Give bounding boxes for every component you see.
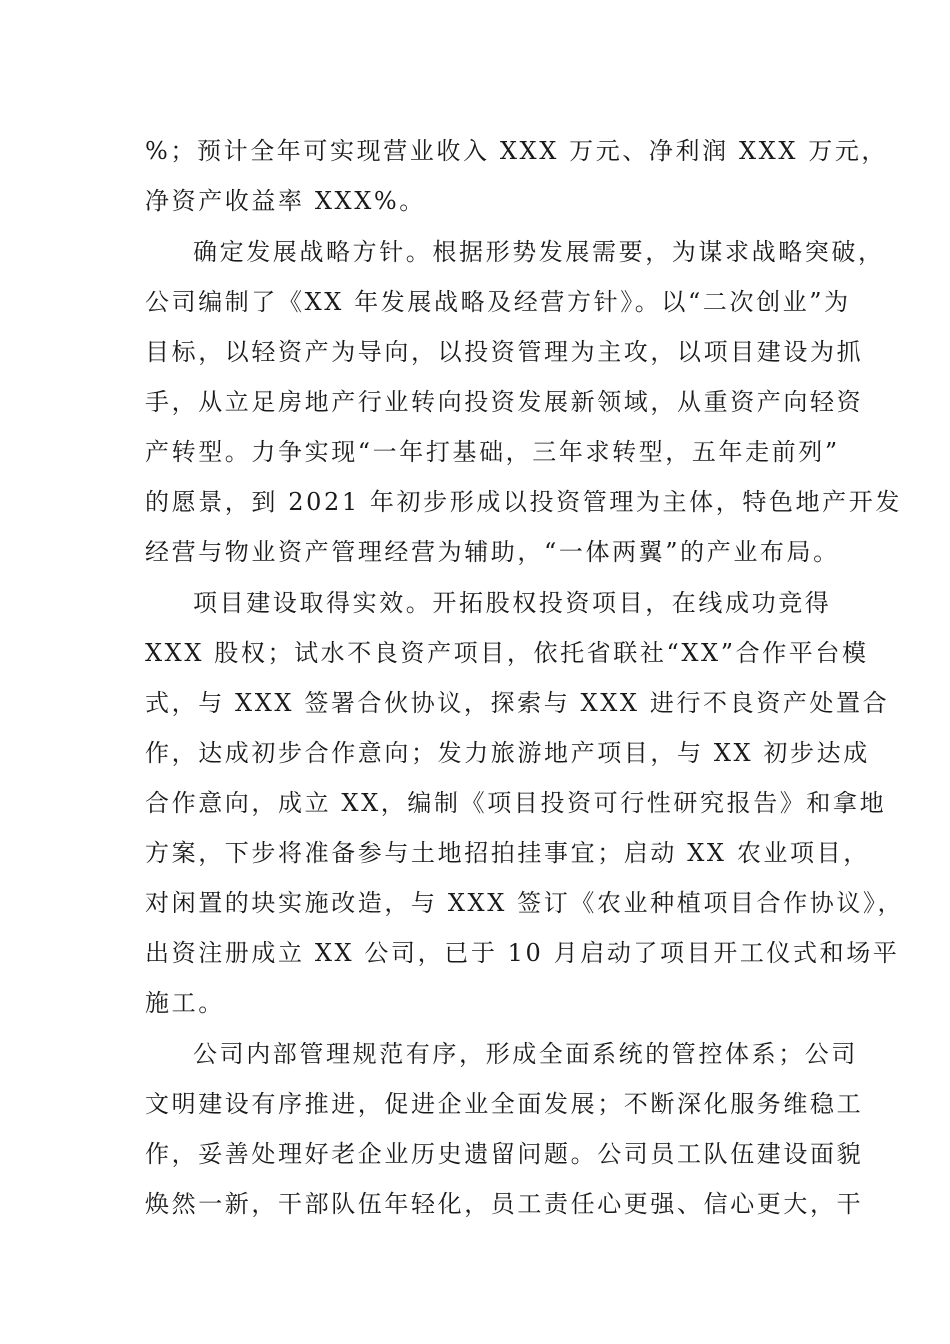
text-line: 确定发展战略方针。根据形势发展需要，为谋求战略突破， (193, 238, 885, 266)
text-line: 的愿景，到 2021 年初步形成以投资管理为主体，特色地产开发 (145, 488, 902, 516)
text-line: 对闲置的块实施改造，与 XXX 签订《农业种植项目合作协议》， (145, 889, 905, 917)
text-line: 手，从立足房地产行业转向投资发展新领域，从重资产向轻资 (145, 388, 864, 416)
text-line: 出资注册成立 XX 公司，已于 10 月启动了项目开工仪式和场平 (145, 939, 900, 967)
text-line: 项目建设取得实效。开拓股权投资项目，在线成功竞得 (193, 589, 832, 617)
text-line: XXX 股权；试水不良资产项目，依托省联社“XX”合作平台模 (145, 639, 869, 667)
text-line: 方案，下步将准备参与土地招拍挂事宜；启动 XX 农业项目， (145, 839, 870, 867)
text-line: 作，达成初步合作意向；发力旅游地产项目，与 XX 初步达成 (145, 739, 870, 767)
text-line: 净资产收益率 XXX%。 (145, 187, 426, 215)
text-line: 目标，以轻资产为导向，以投资管理为主攻，以项目建设为抓 (145, 338, 864, 366)
text-line: 经营与物业资产管理经营为辅助，“一体两翼”的产业布局。 (145, 538, 840, 566)
text-line: 合作意向，成立 XX，编制《项目投资可行性研究报告》和拿地 (145, 789, 887, 817)
text-line: %；预计全年可实现营业收入 XXX 万元、净利润 XXX 万元， (145, 137, 889, 165)
text-line: 公司内部管理规范有序，形成全面系统的管控体系；公司 (193, 1040, 858, 1068)
text-line: 焕然一新，干部队伍年轻化，员工责任心更强、信心更大，干 (145, 1190, 864, 1218)
text-line: 式，与 XXX 签署合伙协议，探索与 XXX 进行不良资产处置合 (145, 689, 890, 717)
text-line: 施工。 (145, 989, 225, 1017)
text-line: 作，妥善处理好老企业历史遗留问题。公司员工队伍建设面貌 (145, 1140, 864, 1168)
text-line: 文明建设有序推进，促进企业全面发展；不断深化服务维稳工 (145, 1090, 864, 1118)
text-line: 产转型。力争实现“一年打基础，三年求转型，五年走前列” (145, 438, 840, 466)
text-line: 公司编制了《XX 年发展战略及经营方针》。以“二次创业”为 (145, 288, 851, 316)
